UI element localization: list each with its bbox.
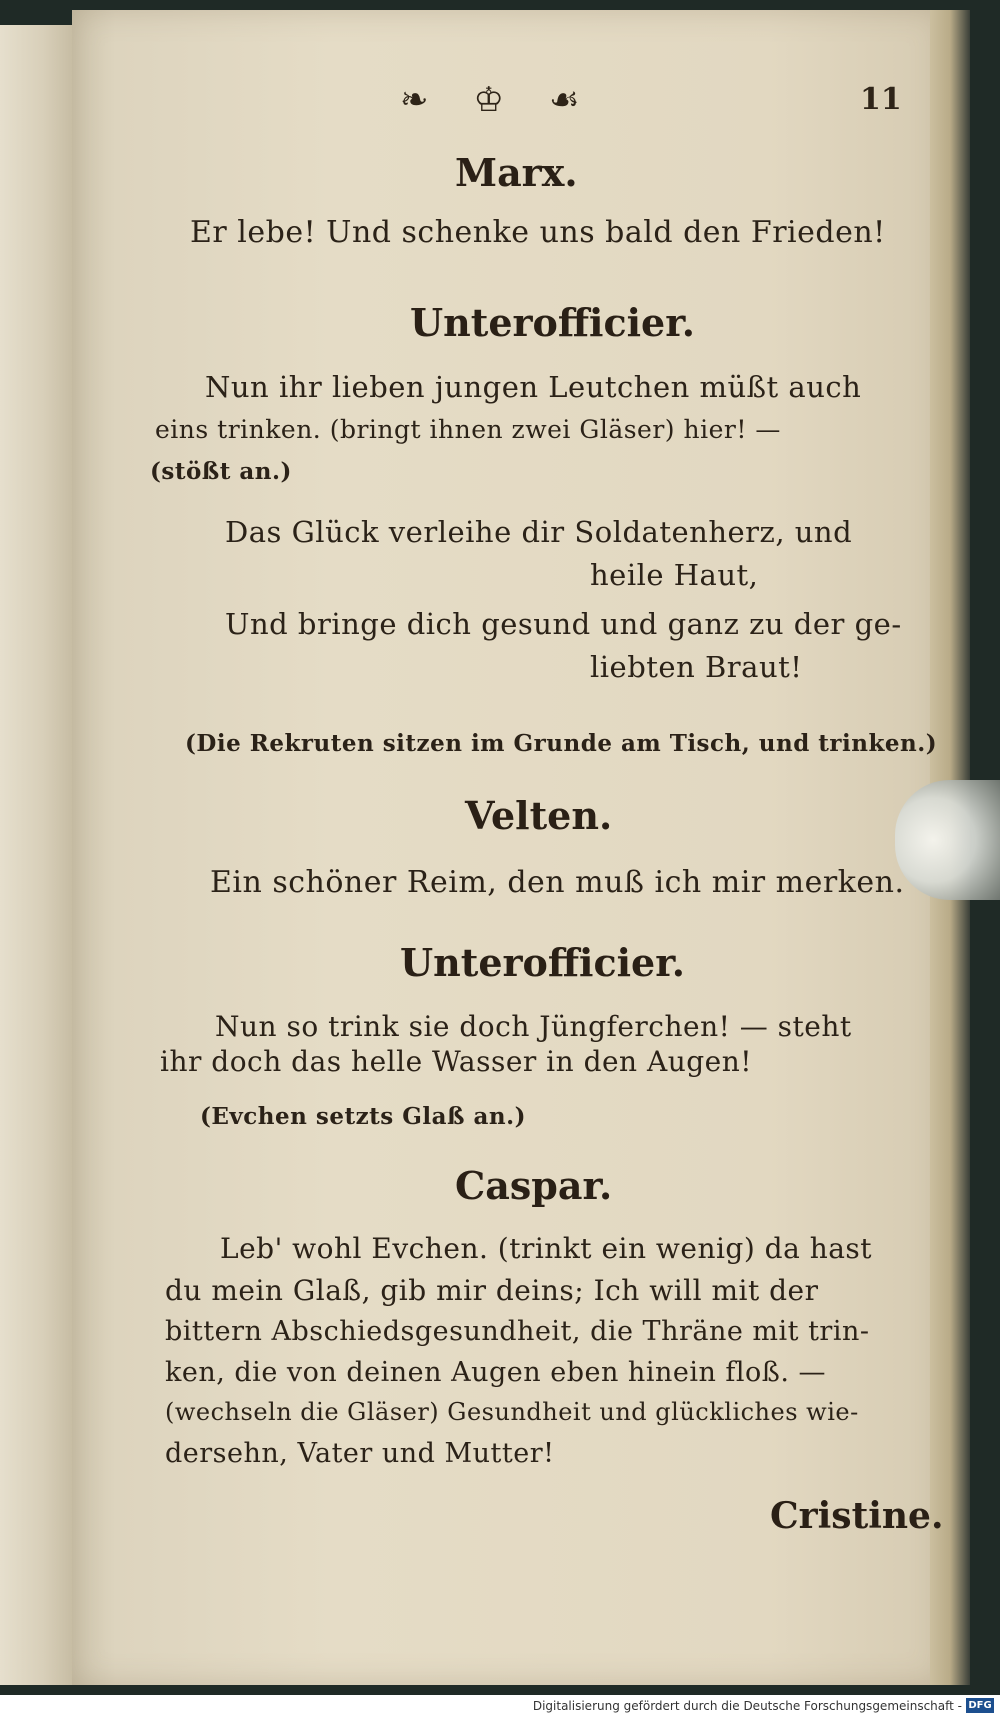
- stage-direction: (Evchen setzts Glaß an.): [200, 1103, 526, 1130]
- footer-credit: Digitalisierung gefördert durch die Deutsche Forschungsgemeinschaft -: [532, 1699, 962, 1713]
- text-line: Nun ihr lieben jungen Leutchen müßt auch: [205, 370, 862, 404]
- verse-line: liebten Braut!: [590, 650, 803, 684]
- text-line: (wechseln die Gläser) Gesundheit und glückliches wie-: [165, 1398, 859, 1426]
- page-number: 11: [860, 82, 902, 117]
- catchword-speaker: Cristine.: [770, 1495, 944, 1537]
- ornament-right-icon: ☙: [548, 80, 580, 120]
- stage-direction: (stößt an.): [150, 458, 292, 485]
- text-line: Er lebe! Und schenke uns bald den Frieden!: [190, 215, 886, 250]
- left-page-edge: [0, 25, 72, 1685]
- stage-direction: (Die Rekruten sitzen im Grunde am Tisch, und trinken.): [185, 730, 938, 757]
- speaker-heading: Unterofficier.: [400, 940, 685, 985]
- text-line: bittern Abschiedsgesundheit, die Thräne mit trin-: [165, 1316, 870, 1347]
- speaker-heading: Unterofficier.: [410, 300, 695, 345]
- header-ornaments: [400, 80, 579, 120]
- text-line: eins trinken. (bringt ihnen zwei Gläser) hier! —: [155, 415, 781, 444]
- speaker-heading: Marx.: [455, 150, 578, 195]
- text-line: dersehn, Vater und Mutter!: [165, 1438, 555, 1469]
- dfg-logo-icon: DFG: [966, 1698, 994, 1713]
- footer-bar: [0, 1695, 1000, 1717]
- ornament-left-icon: ❧: [400, 80, 429, 120]
- text-line: Leb' wohl Evchen. (trinkt ein wenig) da hast: [220, 1232, 873, 1265]
- verse-line: heile Haut,: [590, 558, 759, 592]
- text-line: Nun so trink sie doch Jüngferchen! — steht: [215, 1010, 852, 1043]
- page-holder-clip: [895, 780, 1000, 900]
- verse-line: Und bringe dich gesund und ganz zu der ge-: [225, 607, 902, 641]
- text-line: ihr doch das helle Wasser in den Augen!: [160, 1045, 753, 1078]
- text-line: ken, die von deinen Augen eben hinein floß. —: [165, 1357, 827, 1388]
- speaker-heading: Caspar.: [455, 1163, 613, 1208]
- book-page: [72, 10, 942, 1685]
- crown-icon: ♔: [473, 80, 504, 120]
- verse-line: Das Glück verleihe dir Soldatenherz, und: [225, 515, 853, 549]
- text-line: Ein schöner Reim, den muß ich mir merken.: [210, 865, 905, 900]
- speaker-heading: Velten.: [465, 793, 613, 838]
- text-line: du mein Glaß, gib mir deins; Ich will mit der: [165, 1274, 819, 1307]
